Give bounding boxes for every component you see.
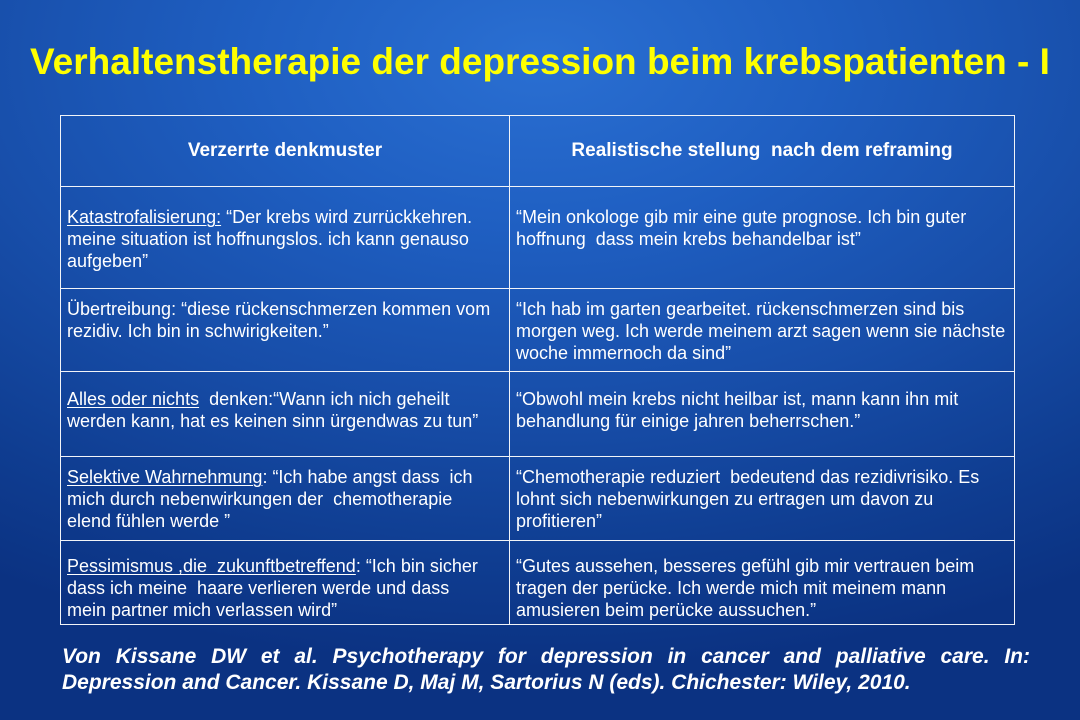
distortion-label: Alles oder nichts <box>67 389 200 409</box>
distortion-label: Übertreibung: <box>67 299 177 319</box>
distortion-cell <box>61 457 510 540</box>
reframe-cell <box>510 457 1014 540</box>
comparison-table <box>60 115 1015 625</box>
distortion-text: denken:“Wann ich nich geheilt werden kann, hat es keinen sinn ürgendwas zu tun” <box>67 389 479 431</box>
reframe-text: “Obwohl mein krebs nicht heilbar ist, mann kann ihn mit behandlung für einige jahren beherrschen.” <box>516 389 959 431</box>
citation-line: Depression and Cancer. Kissane D, Maj M, Sartorius N (eds). Chichester: Wiley, 2010. <box>62 671 911 694</box>
header-label-distorted-thinking: Verzerrte denkmuster <box>187 140 383 161</box>
reframe-text: “Ich hab im garten gearbeitet. rückenschmerzen sind bis morgen weg. Ich werde meinem arzt sagen wenn sie nächste woche immernoch da sind” <box>516 299 1006 363</box>
distortion-text: “diese rückenschmerzen kommen vom rezidiv. Ich bin in schwirigkeiten.” <box>67 299 491 341</box>
table-row <box>61 540 1014 624</box>
distortion-cell <box>61 372 510 456</box>
distortion-label: Pessimismus ,die zukunftbetreffend <box>67 556 356 576</box>
reframe-text: “Chemotherapie reduziert bedeutend das rezidivrisiko. Es lohnt sich nebenwirkungen zu ertragen um davon zu profitieren” <box>516 467 980 531</box>
distortion-text: : “Ich habe angst dass ich mich durch nebenwirkungen der chemotherapie elend fühlen werde ” <box>67 467 473 531</box>
reframe-cell <box>510 541 1014 624</box>
table-row <box>61 456 1014 540</box>
reframe-text: “Gutes aussehen, besseres gefühl gib mir vertrauen beim tragen der perücke. Ich werde mich mit meinem mann amusieren beim perücke aussuchen.” <box>516 556 975 620</box>
distortion-text: “Der krebs wird zurrückkehren. meine situation ist hoffnungslos. ich kann genauso aufgeben” <box>67 207 473 271</box>
reframe-text: “Mein onkologe gib mir eine gute prognose. Ich bin guter hoffnung dass mein krebs behandelbar ist” <box>516 207 967 249</box>
reframe-cell <box>510 372 1014 456</box>
reframe-cell <box>510 187 1014 288</box>
table-row <box>61 186 1014 288</box>
distortion-text: : “Ich bin sicher dass ich meine haare verlieren werde und dass mein partner mich verlassen wird” <box>67 556 478 620</box>
citation-line: Von Kissane DW et al. Psychotherapy for depression in cancer and palliative care. In: <box>62 645 1030 668</box>
table-header-row <box>61 116 1014 186</box>
header-cell-distorted-thinking <box>61 116 510 186</box>
distortion-cell <box>61 289 510 371</box>
table-row <box>61 288 1014 371</box>
reframe-cell <box>510 289 1014 371</box>
distortion-cell <box>61 187 510 288</box>
header-label-realistic-reframing: Realistische stellung nach dem reframing <box>571 140 953 161</box>
header-cell-realistic-reframing <box>510 116 1014 186</box>
distortion-cell <box>61 541 510 624</box>
table-row <box>61 371 1014 456</box>
slide-title: Verhaltenstherapie der depression beim krebspatienten - I <box>30 41 1050 82</box>
citation <box>62 644 1030 696</box>
distortion-label: Katastrofalisierung: <box>67 207 222 227</box>
distortion-label: Selektive Wahrnehmung <box>67 467 263 487</box>
